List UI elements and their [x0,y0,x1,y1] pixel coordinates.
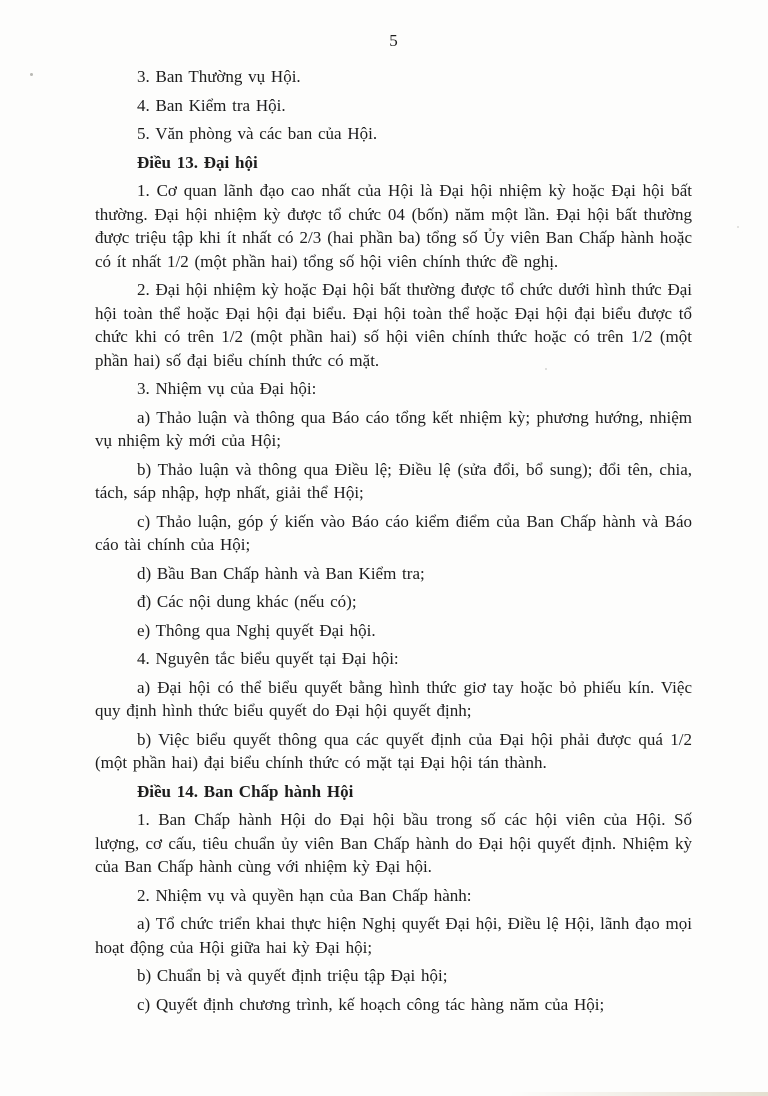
list-item-ban-thuong-vu: 3. Ban Thường vụ Hội. [137,67,301,86]
dieu14-clause-2a: a) Tổ chức triển khai thực hiện Nghị quyết Đại hội, Điều lệ Hội, lãnh đạo mọi hoạt động của Hội giữa hai kỳ Đại hội; [95,914,692,957]
list-item-van-phong: 5. Văn phòng và các ban của Hội. [137,124,378,143]
dieu13-clause-3: 3. Nhiệm vụ của Đại hội: [137,379,317,398]
dieu14-clause-2: 2. Nhiệm vụ và quyền hạn của Ban Chấp hành: [137,885,472,905]
heading-dieu-14: Điều 14. Ban Chấp hành Hội [137,781,354,801]
scan-page-edge-shadow [508,1092,768,1096]
dieu13-clause-3e: e) Thông qua Nghị quyết Đại hội. [137,620,376,640]
dieu13-clause-3d: d) Bầu Ban Chấp hành và Ban Kiểm tra; [137,563,425,583]
dieu14-clause-1: 1. Ban Chấp hành Hội do Đại hội bầu trong số các hội viên của Hội. Số lượng, cơ cấu, tiêu chuẩn ủy viên Ban Chấp hành do Đại hội quyết định. Nhiệm kỳ của Ban Chấp hành cùng với nhiệm kỳ Đại hội. [95,810,692,876]
page-number: 5 [389,31,398,50]
dieu14-clause-2c: c) Quyết định chương trình, kế hoạch công tác hàng năm của Hội; [137,994,605,1014]
dieu13-clause-3c: c) Thảo luận, góp ý kiến vào Báo cáo kiểm điểm của Ban Chấp hành và Báo cáo tài chính của Hội; [95,511,692,554]
scan-speck [737,226,739,228]
dieu13-clause-3dd: đ) Các nội dung khác (nếu có); [137,592,357,611]
scan-speck [30,73,33,76]
dieu13-clause-3b: b) Thảo luận và thông qua Điều lệ; Điều lệ (sửa đổi, bổ sung); đổi tên, chia, tách, sáp nhập, hợp nhất, giải thể Hội; [95,459,692,502]
dieu13-clause-4: 4. Nguyên tắc biểu quyết tại Đại hội: [137,649,399,668]
heading-dieu-13: Điều 13. Đại hội [137,152,258,172]
dieu13-clause-4a: a) Đại hội có thể biểu quyết bằng hình thức giơ tay hoặc bỏ phiếu kín. Việc quy định hình thức biểu quyết do Đại hội quyết định; [95,677,692,720]
dieu13-clause-4b: b) Việc biểu quyết thông qua các quyết định của Đại hội phải được quá 1/2 (một phần hai) đại biểu chính thức có mặt tại Đại hội tán thành. [95,729,692,772]
scan-speck [545,368,547,370]
dieu14-clause-2b: b) Chuẩn bị và quyết định triệu tập Đại hội; [137,966,448,985]
dieu13-clause-3a: a) Thảo luận và thông qua Báo cáo tổng kết nhiệm kỳ; phương hướng, nhiệm vụ nhiệm kỳ mới của Hội; [95,407,692,450]
dieu13-clause-2: 2. Đại hội nhiệm kỳ hoặc Đại hội bất thường được tổ chức dưới hình thức Đại hội toàn thể hoặc Đại hội đại biểu. Đại hội toàn thể hoặc Đại hội đại biểu được tổ chức khi có trên 1/2 (một phần hai) số hội viên chính thức hoặc có trên 1/2 (một phần hai) số đại biểu chính thức có mặt. [95,280,692,370]
dieu13-clause-1: 1. Cơ quan lãnh đạo cao nhất của Hội là Đại hội nhiệm kỳ hoặc Đại hội bất thường. Đại hội nhiệm kỳ được tổ chức 04 (bốn) năm một lần. Đại hội bất thường được triệu tập khi ít nhất có 2/3 (hai phần ba) tổng số Ủy viên Ban Chấp hành hoặc có ít nhất 1/2 (một phần hai) tổng số hội viên chính thức đề nghị. [95,181,692,271]
list-item-ban-kiem-tra: 4. Ban Kiểm tra Hội. [137,95,286,115]
